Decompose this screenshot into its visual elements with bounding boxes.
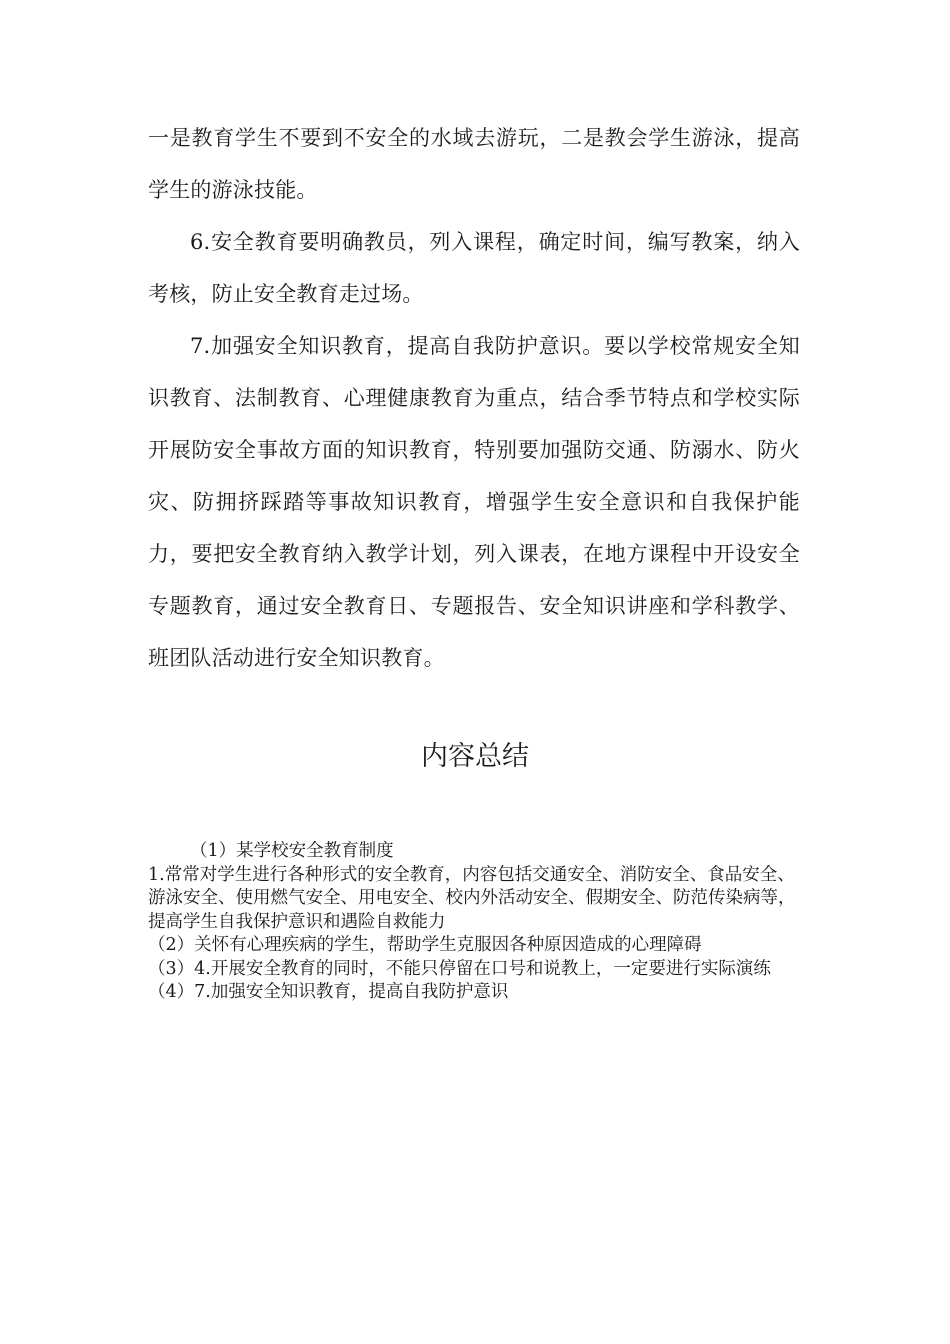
- summary-item: 1.常常对学生进行各种形式的安全教育，内容包括交通安全、消防安全、食品安全、游泳安全、使用燃气安全、用电安全、校内外活动安全、假期安全、防范传染病等，提高学生自我保护意识和遇险自救能力: [148, 864, 796, 932]
- summary-item: （2）关怀有心理疾病的学生，帮助学生克服因各种原因造成的心理障碍: [148, 935, 702, 955]
- summary-item: （1）某学校安全教育制度: [190, 841, 394, 861]
- body-paragraph-2: 6.安全教育要明确教员，列入课程，确定时间，编写教案，纳入考核，防止安全教育走过场。: [148, 230, 800, 306]
- summary-section: [148, 840, 808, 1005]
- summary-item: （4）7.加强安全知识教育，提高自我防护意识: [148, 982, 509, 1002]
- body-paragraph-3: 7.加强安全知识教育，提高自我防护意识。要以学校常规安全知识教育、法制教育、心理健康教育为重点，结合季节特点和学校实际开展防安全事故方面的知识教育，特别要加强防交通、防溺水、防火灾、防拥挤踩踏等事故知识教育，增强学生安全意识和自我保护能力，要把安全教育纳入教学计划，列入课表，在地方课程中开设安全专题教育，通过安全教育日、专题报告、安全知识讲座和学科教学、班团队活动进行安全知识教育。: [148, 334, 800, 670]
- body-paragraph-1: 一是教育学生不要到不安全的水域去游玩，二是教会学生游泳，提高学生的游泳技能。: [148, 126, 800, 202]
- summary-title: 内容总结: [421, 741, 529, 772]
- body-text: [148, 112, 800, 684]
- summary-item: （3）4.开展安全教育的同时，不能只停留在口号和说教上，一定要进行实际演练: [148, 958, 771, 979]
